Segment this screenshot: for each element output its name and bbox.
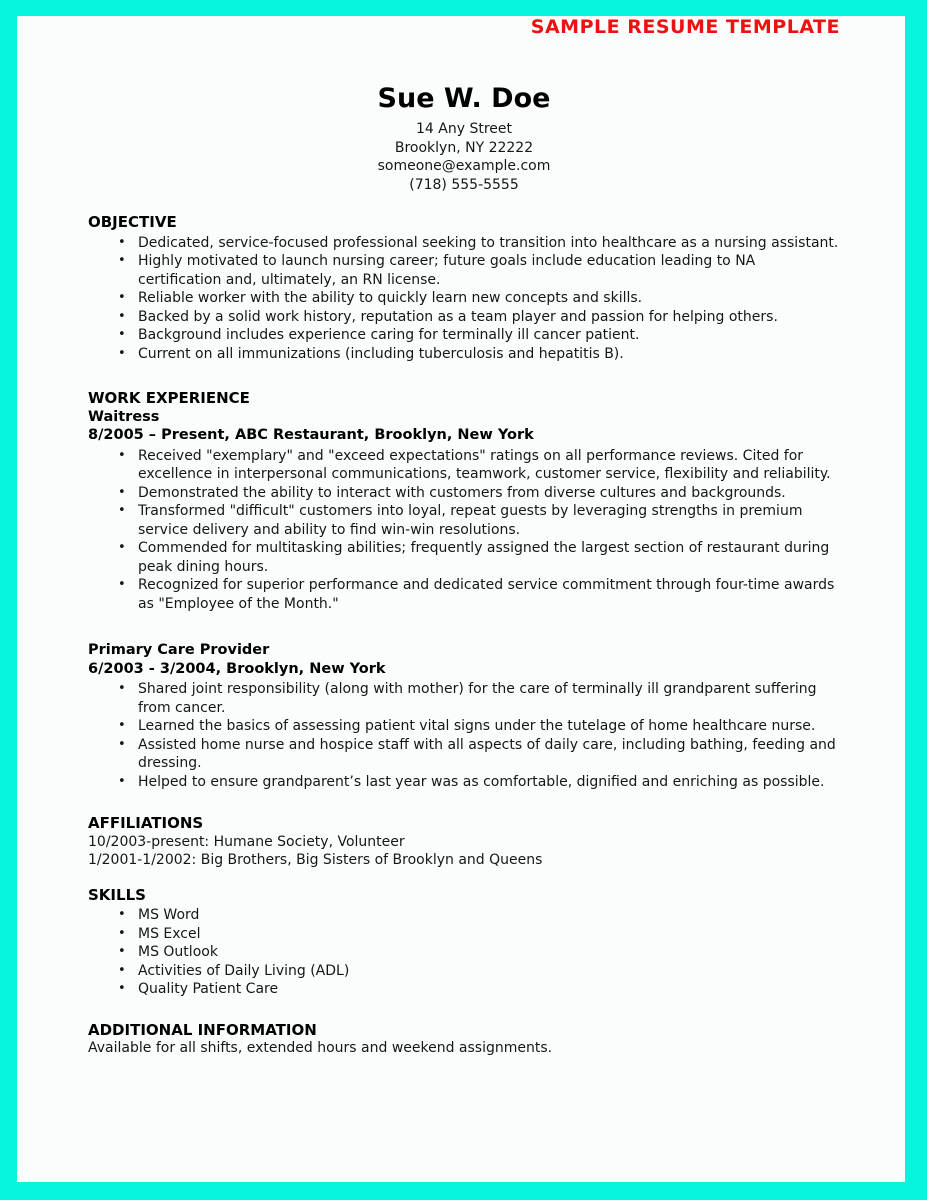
contact-header xyxy=(88,85,840,194)
list-item: • Transformed "difficult" customers into loyal, repeat guests by leveraging strengths in premium service delivery and ability to find win-win resolutions. xyxy=(118,502,840,539)
list-item: • Shared joint responsibility (along with mother) for the care of terminally ill grandparent suffering from cancer. xyxy=(118,680,840,717)
resume-content xyxy=(17,85,905,1058)
list-item: • Dedicated, service-focused professional seeking to transition into healthcare as a nursing assistant. xyxy=(118,234,840,253)
skills-title: SKILLS xyxy=(88,885,146,904)
list-item: • MS Outlook xyxy=(118,943,840,962)
list-item: • Reliable worker with the ability to quickly learn new concepts and skills. xyxy=(118,289,840,308)
job-dates-location: 8/2005 – Present, ABC Restaurant, Brooklyn, New York xyxy=(88,427,534,443)
list-item: • Received "exemplary" and "exceed expectations" ratings on all performance reviews. Cited for excellence in interpersonal communications, teamwork, customer service, flexibility and reliability. xyxy=(118,447,840,484)
job-role: Primary Care Provider xyxy=(88,642,270,658)
job-bullet-list xyxy=(88,447,840,614)
affiliation-line: 10/2003-present: Humane Society, Volunteer xyxy=(88,833,405,850)
list-item: • MS Word xyxy=(118,906,840,925)
list-item: • Background includes experience caring for terminally ill cancer patient. xyxy=(118,326,840,345)
address-city: Brooklyn, NY 22222 xyxy=(394,139,534,156)
job-role: Waitress xyxy=(88,408,160,425)
section-additional-information xyxy=(88,1021,840,1058)
job-primary-care-provider xyxy=(88,641,840,791)
list-item: • Activities of Daily Living (ADL) xyxy=(118,962,840,981)
section-objective xyxy=(88,213,840,363)
list-item: • Backed by a solid work history, reputation as a team player and passion for helping others. xyxy=(118,308,840,327)
list-item: • Helped to ensure grandparent’s last year was as comfortable, dignified and enriching as possible. xyxy=(118,773,840,792)
objective-list xyxy=(88,234,840,364)
additional-information-text: Available for all shifts, extended hours and weekend assignments. xyxy=(88,1040,553,1056)
additional-information-title: ADDITIONAL INFORMATION xyxy=(88,1020,317,1039)
list-item: • Assisted home nurse and hospice staff with all aspects of daily care, including bathing, feeding and dressing. xyxy=(118,736,840,773)
job-dates-location: 6/2003 - 3/2004, Brooklyn, New York xyxy=(88,660,386,677)
list-item: • Highly motivated to launch nursing career; future goals include education leading to NA certification and, ultimately, an RN license. xyxy=(118,252,840,289)
address-street: 14 Any Street xyxy=(416,121,512,137)
section-skills xyxy=(88,886,840,999)
job-waitress xyxy=(88,408,840,614)
work-experience-title: WORK EXPERIENCE xyxy=(88,389,250,407)
list-item: • Demonstrated the ability to interact with customers from diverse cultures and backgrounds. xyxy=(118,484,840,503)
list-item: • Commended for multitasking abilities; frequently assigned the largest section of restaurant during peak dining hours. xyxy=(118,539,840,576)
section-work-experience xyxy=(88,389,840,791)
sample-watermark: SAMPLE RESUME TEMPLATE xyxy=(530,16,840,38)
list-item: • Learned the basics of assessing patient vital signs under the tutelage of home healthcare nurse. xyxy=(118,717,840,736)
candidate-name: Sue W. Doe xyxy=(377,83,551,114)
list-item: • Recognized for superior performance and dedicated service commitment through four-time awards as "Employee of the Month." xyxy=(118,576,840,613)
affiliations-title: AFFILIATIONS xyxy=(88,814,204,832)
list-item: • Current on all immunizations (including tuberculosis and hepatitis B). xyxy=(118,345,840,364)
job-bullet-list xyxy=(88,680,840,791)
list-item: • Quality Patient Care xyxy=(118,980,840,999)
address-phone: (718) 555-5555 xyxy=(409,176,519,193)
address-email: someone@example.com xyxy=(377,158,551,174)
affiliation-line: 1/2001-1/2002: Big Brothers, Big Sisters of Brooklyn and Queens xyxy=(88,852,543,868)
skills-list xyxy=(88,906,840,999)
list-item: • MS Excel xyxy=(118,925,840,944)
objective-title: OBJECTIVE xyxy=(88,213,177,231)
section-affiliations xyxy=(88,814,840,870)
